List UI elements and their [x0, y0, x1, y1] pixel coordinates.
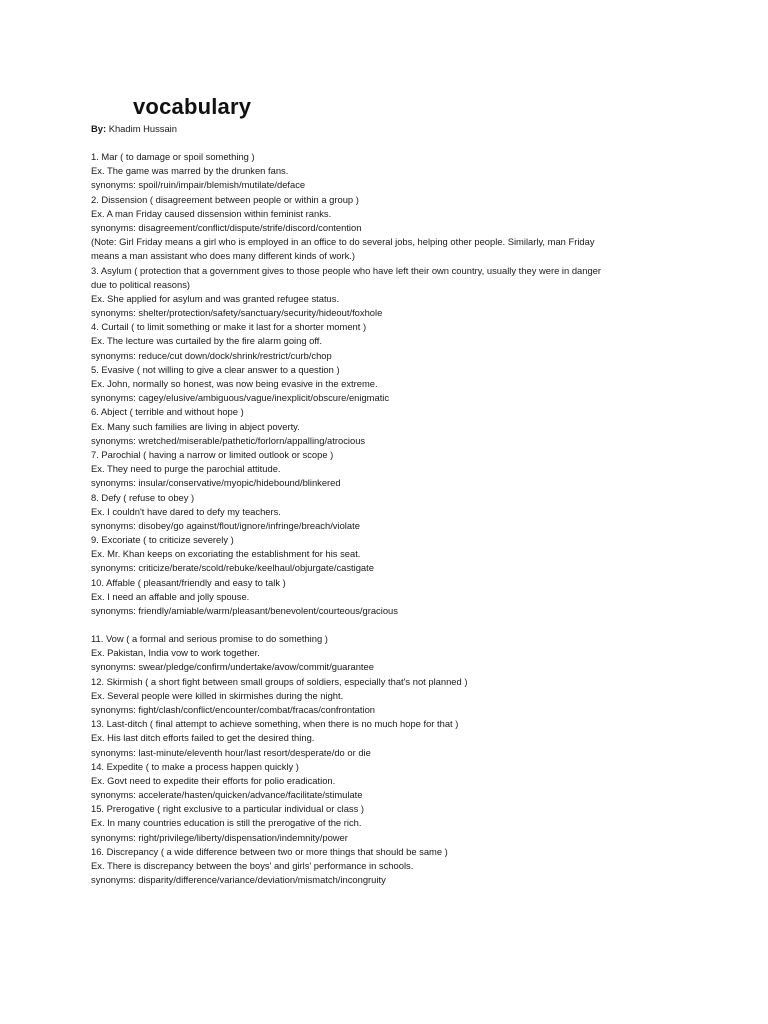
text-line: Ex. She applied for asylum and was granted refugee status. — [91, 292, 340, 304]
text-line: 10. Affable ( pleasant/friendly and easy to talk ) — [91, 576, 286, 588]
text-line: Ex. The lecture was curtailed by the fire alarm going off. — [91, 335, 323, 347]
text-line: synonyms: disobey/go against/flout/ignore/infringe/breach/violate — [91, 519, 360, 531]
text-line: Ex. Several people were killed in skirmishes during the night. — [91, 689, 344, 701]
text-line: Ex. His last ditch efforts failed to get the desired thing. — [91, 732, 315, 744]
vocabulary-list-part-2 — [91, 632, 467, 887]
text-line: Ex. I need an affable and jolly spouse. — [91, 590, 250, 602]
text-line: 3. Asylum ( protection that a government gives to those people who have left their own country, usually they were in danger — [91, 264, 602, 276]
text-line: (Note: Girl Friday means a girl who is employed in an office to do several jobs, helping other people. Similarly, man Friday — [91, 236, 595, 248]
text-line: Ex. In many countries education is still the prerogative of the rich. — [91, 817, 362, 829]
text-line: synonyms: friendly/amiable/warm/pleasant/benevolent/courteous/gracious — [91, 605, 398, 616]
text-line: due to political reasons) — [91, 278, 191, 290]
text-line: synonyms: reduce/cut down/dock/shrink/restrict/curb/chop — [91, 349, 332, 361]
text-line: 13. Last-ditch ( final attempt to achieve something, when there is no much hope for that ) — [91, 718, 459, 730]
text-line: synonyms: criticize/berate/scold/rebuke/keelhaul/objurgate/castigate — [91, 562, 374, 574]
text-line: 7. Parochial ( having a narrow or limited outlook or scope ) — [91, 448, 334, 460]
text-line: synonyms: shelter/protection/safety/sanctuary/security/hideout/foxhole — [91, 307, 383, 319]
text-line: 15. Prerogative ( right exclusive to a particular individual or class ) — [91, 803, 365, 815]
text-line: 8. Defy ( refuse to obey ) — [91, 491, 195, 503]
text-line: synonyms: wretched/miserable/pathetic/forlorn/appalling/atrocious — [91, 434, 366, 446]
text-line: synonyms: last-minute/eleventh hour/last resort/desperate/do or die — [91, 746, 371, 758]
text-line: means a man assistant who does many different kinds of work.) — [91, 250, 356, 262]
text-line: synonyms: cagey/elusive/ambiguous/vague/inexplicit/obscure/enigmatic — [91, 392, 390, 404]
text-line: synonyms: accelerate/hasten/quicken/advance/facilitate/stimulate — [91, 789, 363, 801]
text-line: synonyms: disparity/difference/variance/deviation/mismatch/incongruity — [91, 874, 386, 886]
text-line: Ex. I couldn't have dared to defy my teachers. — [91, 505, 281, 517]
text-line: Ex. There is discrepancy between the boys' and girls' performance in schools. — [91, 860, 414, 871]
text-line: Ex. The game was marred by the drunken fans. — [91, 165, 289, 177]
text-line: Ex. Govt need to expedite their efforts for polio eradication. — [91, 774, 336, 786]
text-line: 11. Vow ( a formal and serious promise to do something ) — [91, 633, 328, 644]
text-line: synonyms: right/privilege/liberty/dispensation/indemnity/power — [91, 831, 348, 843]
text-line: Ex. They need to purge the parochial attitude. — [91, 463, 281, 475]
text-line: 4. Curtail ( to limit something or make it last for a shorter moment ) — [91, 321, 367, 333]
text-line: synonyms: fight/clash/conflict/encounter/combat/fracas/confrontation — [91, 703, 375, 715]
text-line: 5. Evasive ( not willing to give a clear answer to a question ) — [91, 363, 340, 375]
document-title: vocabulary — [133, 94, 252, 119]
text-line: 14. Expedite ( to make a process happen quickly ) — [91, 760, 299, 772]
text-line: 6. Abject ( terrible and without hope ) — [91, 406, 244, 418]
text-line: Ex. John, normally so honest, was now being evasive in the extreme. — [91, 378, 378, 389]
text-line: 9. Excoriate ( to criticize severely ) — [91, 534, 234, 546]
vocabulary-list-part-1 — [91, 150, 601, 618]
text-line: 16. Discrepancy ( a wide difference between two or more things that should be same ) — [91, 845, 448, 857]
text-line: 2. Dissension ( disagreement between people or within a group ) — [91, 193, 359, 205]
text-line: Ex. A man Friday caused dissension within feminist ranks. — [91, 207, 332, 219]
text-line: 12. Skirmish ( a short fight between small groups of soldiers, especially that's not planned ) — [91, 675, 468, 687]
text-line: synonyms: insular/conservative/myopic/hidebound/blinkered — [91, 477, 341, 489]
author-name: Khadim Hussain — [108, 123, 177, 134]
text-line: synonyms: spoil/ruin/impair/blemish/mutilate/deface — [91, 179, 306, 191]
byline — [91, 122, 177, 136]
text-line: 1. Mar ( to damage or spoil something ) — [91, 151, 255, 162]
text-line: Ex. Mr. Khan keeps on excoriating the establishment for his seat. — [91, 548, 361, 560]
text-line: Ex. Pakistan, India vow to work together. — [91, 647, 260, 659]
text-line: Ex. Many such families are living in abject poverty. — [91, 420, 300, 432]
text-line: synonyms: disagreement/conflict/dispute/strife/discord/contention — [91, 221, 362, 233]
author-label: By: — [91, 123, 107, 134]
text-line: synonyms: swear/pledge/confirm/undertake/avow/commit/guarantee — [91, 661, 374, 673]
